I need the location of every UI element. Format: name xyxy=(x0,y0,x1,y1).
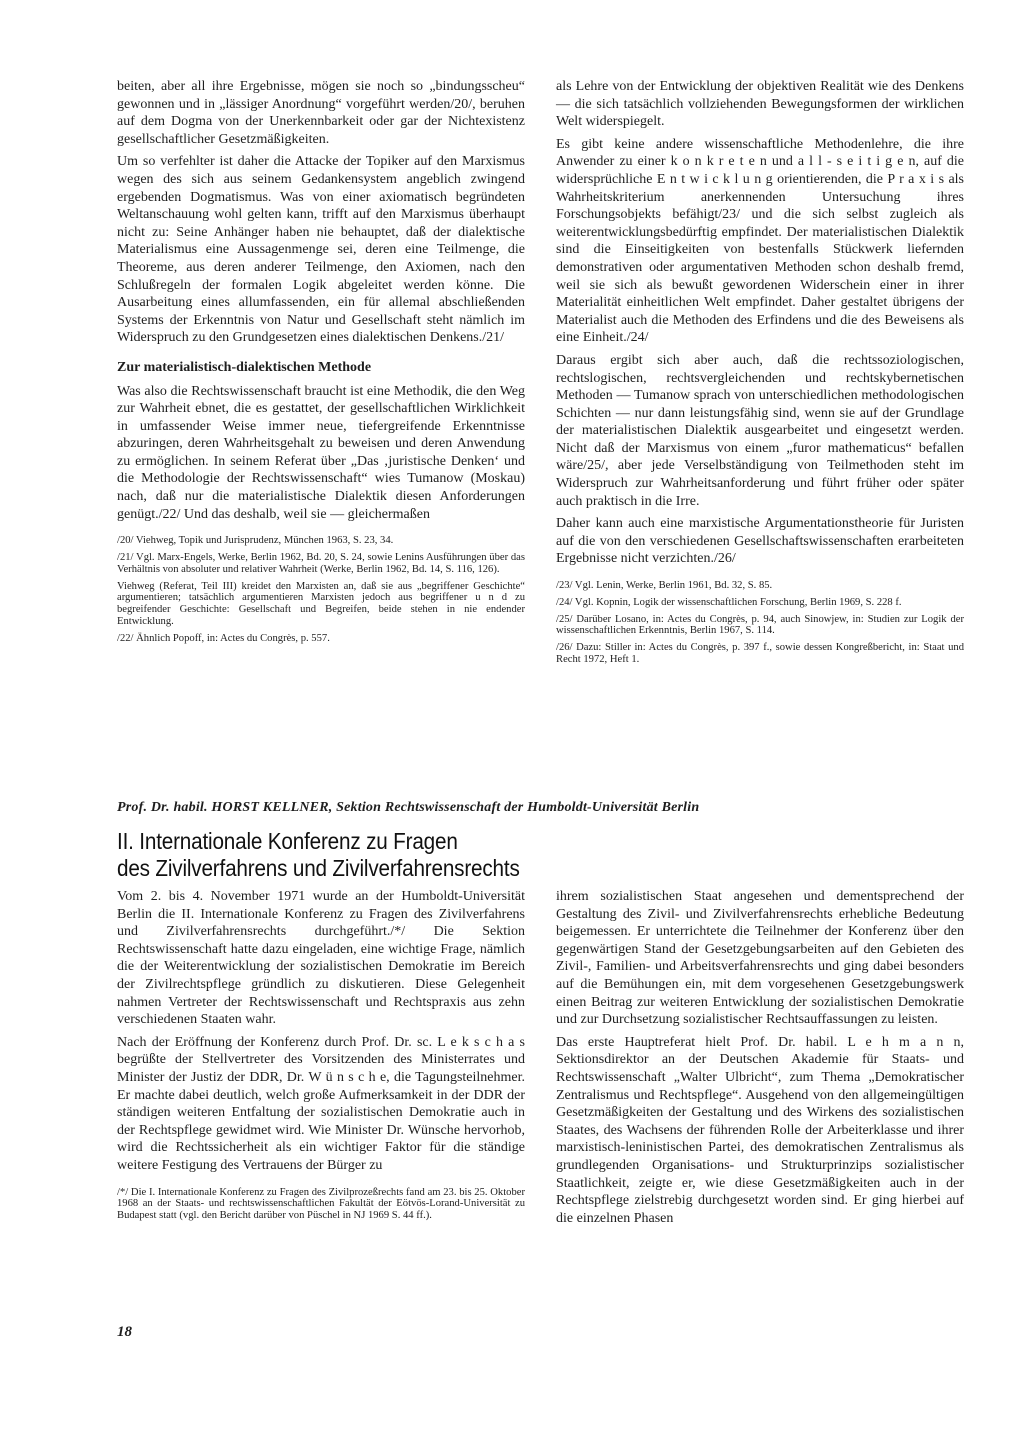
footnotes xyxy=(117,535,525,644)
footnote: /23/ Vgl. Lenin, Werke, Berlin 1961, Bd. 32, S. 85. xyxy=(556,580,773,592)
top-left-column xyxy=(117,78,525,650)
footnote: /24/ Vgl. Kopnin, Logik der wissenschaftlichen Forschung, Berlin 1969, S. 228 f. xyxy=(556,596,902,608)
footnote: /20/ Viehweg, Topik und Jurisprudenz, München 1963, S. 23, 34. xyxy=(117,535,394,547)
footnotes xyxy=(556,580,964,666)
footnote: /*/ Die I. Internationale Konferenz zu Fragen des Zivilprozeßrechts fand am 23. bis 25. Oktober 1968 an der Staats- und rechtswissenschaftlichen Fakultät der Eötvös-Lorand-Universität zu Budapest statt (vgl. den Bericht darüber von Püschel in NJ 1969 S. 44 ff.). xyxy=(117,1186,525,1222)
article-title-line: des Zivilverfahrens und Zivilverfahrensrechts xyxy=(117,855,520,881)
page-number: 18 xyxy=(117,1324,132,1340)
top-right-column xyxy=(556,78,964,671)
footnote: /25/ Darüber Losano, in: Actes du Congrès, p. 94, auch Sinowjew, in: Studien zur Logik der wissenschaftlichen Erkenntnis, Berlin 1967, S. 114. xyxy=(556,613,964,637)
body-paragraph: Um so verfehlter ist daher die Attacke der Topiker auf den Marxismus wegen des sich aus seinem Gedankensystem angeblich zwingend ergebenden Dogmatismus. Was von einer axiomatisch begründeten Weltanschauung wohl gelten kann, trifft auf den Marxismus überhaupt nicht zu: Seine Anhänger haben nie behauptet, daß der dialektische Materialismus eine Aussagenmenge sei, deren eine Teilmenge, die Theoreme, aus deren anderer Teilmenge, den Axiomen, nach den Schlußregeln der formalen Logik abgeleitet werden könne. Die Ausarbeitung eines allumfassenden, ein für allemal abschließenden Systems der Erkenntnis von Natur und Gesellschaft steht nämlich im Widerspruch zu den Grundgesetzen eines dialektischen Denkens./21/ xyxy=(117,154,525,346)
article-right-column xyxy=(556,888,964,1232)
body-paragraph: ihrem sozialistischen Staat angesehen und dementsprechend der Gestaltung des Zivil- und Zivilverfahrensrechts erhebliche Bedeutung beigemessen. Er unterrichtete die Teilnehmer der Konferenz über den gegenwärtigen Stand der Gesetzgebungsarbeiten auf den Gebieten des Zivil-, Familien- und Arbeitsverfahrensrechts und ging dabei besonders auf die Bemühungen ein, mit dem vorgesehenen Gesetzgebungswerk einen Beitrag zur weiteren Entwicklung der sozialistischen Demokratie und zur Durchsetzung sozialistischer Rechtsauffassungen zu leisten. xyxy=(556,889,964,1028)
body-paragraph: Daraus ergibt sich aber auch, daß die rechtssoziologischen, rechtslogischen, rechtsvergleichenden und rechtskybernetischen Methoden — Tumanow sprach von unterschiedlichen methodologischen Schichten — nur dann leistungsfähig sind, wenn sie auf der Grundlage der materialistischen Dialektik ausgearbeitet und eingesetzt werden. Nicht daß der Marxismus von einem „furor mathematicus“ befallen wäre/25/, aber jede Verselbständigung von Teilmethoden steht im Widerspruch zur Wahrheitsanforderung und führt früher oder später auch praktisch in die Irre. xyxy=(556,352,964,509)
body-paragraph: Vom 2. bis 4. November 1971 wurde an der Humboldt-Universität Berlin die II. Internationale Konferenz zu Fragen des Zivilverfahrens und Zivilverfahrensrechts durchgeführt./*/ Die Sektion Rechtswissenschaft hatte dazu eingeladen, eine wichtige Frage, nämlich die der Weiterentwicklung der sozialistischen Demokratie im Bereich der Zivilrechtspflege gründlich zu diskutieren. Diese Gelegenheit nahmen Vertreter der Rechtswissenschaft und Rechtspraxis aus zehn verschiedenen Staaten wahr. xyxy=(117,889,525,1028)
section-heading: Zur materialistisch-dialektischen Methode xyxy=(117,359,372,375)
body-paragraph: als Lehre von der Entwicklung der objektiven Realität wie des Denkens — die sich tatsächlich vollziehenden Bewegungsformen der wirklichen Welt widerspiegelt. xyxy=(556,79,964,130)
author-byline: Prof. Dr. habil. HORST KELLNER, Sektion Rechtswissenschaft der Humboldt-Universität Berlin xyxy=(117,800,700,815)
footnotes xyxy=(117,1187,525,1222)
footnote: /26/ Dazu: Stiller in: Actes du Congrès, p. 397 f., sowie dessen Kongreßbericht, in: Staat und Recht 1972, Heft 1. xyxy=(556,642,964,666)
body-paragraph: Nach der Eröffnung der Konferenz durch Prof. Dr. sc. L e k s c h a s begrüßte der Stellvertreter des Vorsitzenden des Ministerrates und Minister der Justiz der DDR, Dr. W ü n s c h e, die Tagungsteilnehmer. Er machte dabei deutlich, welch große Aufmerksamkeit in der DDR der ständigen weiteren Entfaltung der sozialistischen Demokratie auch in der Rechtspflege gewidmet wird. Wie Minister Dr. Wünsche hervorhob, wird die Rechtssicherheit als ein wichtiger Faktor für die ständige weitere Festigung des Vertrauens der Bürger zu xyxy=(117,1034,525,1173)
footnote: Viehweg (Referat, Teil III) kreidet den Marxisten an, daß sie aus „begriffener Geschichte“ argumentieren; tatsächlich argumentieren Marxisten jedoch aus begriffener u n d zu begreifender Geschichte: Gesellschaft und Begreifen, beide stehen in nie endender Entwicklung. xyxy=(117,580,525,628)
footnote: /22/ Ähnlich Popoff, in: Actes du Congrès, p. 557. xyxy=(117,632,330,644)
article-title xyxy=(117,828,882,882)
body-paragraph: Das erste Hauptreferat hielt Prof. Dr. habil. L e h m a n n, Sektionsdirektor an der Deutschen Akademie für Staats- und Rechtswissenschaft „Walter Ulbricht“, zum Thema „Demokratischer Zentralismus und Rechtspflege“. Ausgehend von den allgemeingültigen Gesetzmäßigkeiten der Gestaltung und des Wirkens des sozialistischen Staates, des Wachsens der führenden Rolle der Arbeiterklasse und ihrer marxistisch-leninistischen Partei, des demokratischen Zentralismus als grundlegenden Organisations- und Strukturprinzips sozialistischer Staatlichkeit, zeigte er, wie diese Gesetzmäßigkeiten auch in der Rechtspflege zielstrebig durchgesetzt worden sind. Er ging hierbei auf die einzelnen Phasen xyxy=(556,1034,964,1226)
body-paragraph: Es gibt keine andere wissenschaftliche Methodenlehre, die ihre Anwender zu einer k o n k r e t e n und a l l - s e i t i g e n, auf die widersprüchliche E n t w i c k l u n g orientierenden, die P r a x i s als Wahrheitskriterium anerkennenden Untersuchung ihres Forschungsobjekts befähigt/23/ und die sich selbst zugleich als weiterentwicklungsbedürftig empfindet. Der materialistischen Dialektik sind die Einseitigkeiten von bestenfalls Stückwerk liefernden demonstrativen oder argumentativen Methoden schon deshalb fremd, weil sie sich als bewußt gewordenen Widerschein einer in ihrer Materialität einheitlichen Welt empfindet. Daher gestaltet übrigens der Materialist auch die Methoden des Erfindens und die des Beweisens als eine Einheit./24/ xyxy=(556,136,964,346)
article-left-column xyxy=(117,888,525,1227)
article-title-line: II. Internationale Konferenz zu Fragen xyxy=(117,828,458,854)
body-paragraph: Daher kann auch eine marxistische Argumentationstheorie für Juristen auf die von den verschiedenen Gesellschaftswissenschaften erarbeiteten Ergebnisse nicht verzichten./26/ xyxy=(556,516,964,567)
footnote: /21/ Vgl. Marx-Engels, Werke, Berlin 1962, Bd. 20, S. 24, sowie Lenins Ausführungen über das Verhältnis von absoluter und relativer Wahrheit (Werke, Berlin 1962, Bd. 14, S. 116, 126). xyxy=(117,552,525,575)
body-paragraph: beiten, aber all ihre Ergebnisse, mögen sie noch so „bindungsscheu“ gewonnen und in „lässiger Anordnung“ vorgeführt werden/20/, beruhen auf dem Dogma von der Unerkennbarkeit oder gar der Nichtexistenz gesellschaftlicher Gesetzmäßigkeiten. xyxy=(117,79,525,147)
body-paragraph: Was also die Rechtswissenschaft braucht ist eine Methodik, die den Weg zur Wahrheit ebnet, die es gestattet, der gesellschaftlichen Wirklichkeit in umfassender Weise immer neue, tiefergreifende Erkenntnisse abzuringen, deren Wahrheitsgehalt zu beweisen und deren Anwendung zu ermöglichen. In seinem Referat über „Das ‚juristische Denken‘ und die Methodologie der Rechtswissenschaft“ wies Tumanow (Moskau) nach, daß nur die materialistische Dialektik diesen Anforderungen genügt./22/ Und das deshalb, weil sie — gleichermaßen xyxy=(117,383,525,522)
